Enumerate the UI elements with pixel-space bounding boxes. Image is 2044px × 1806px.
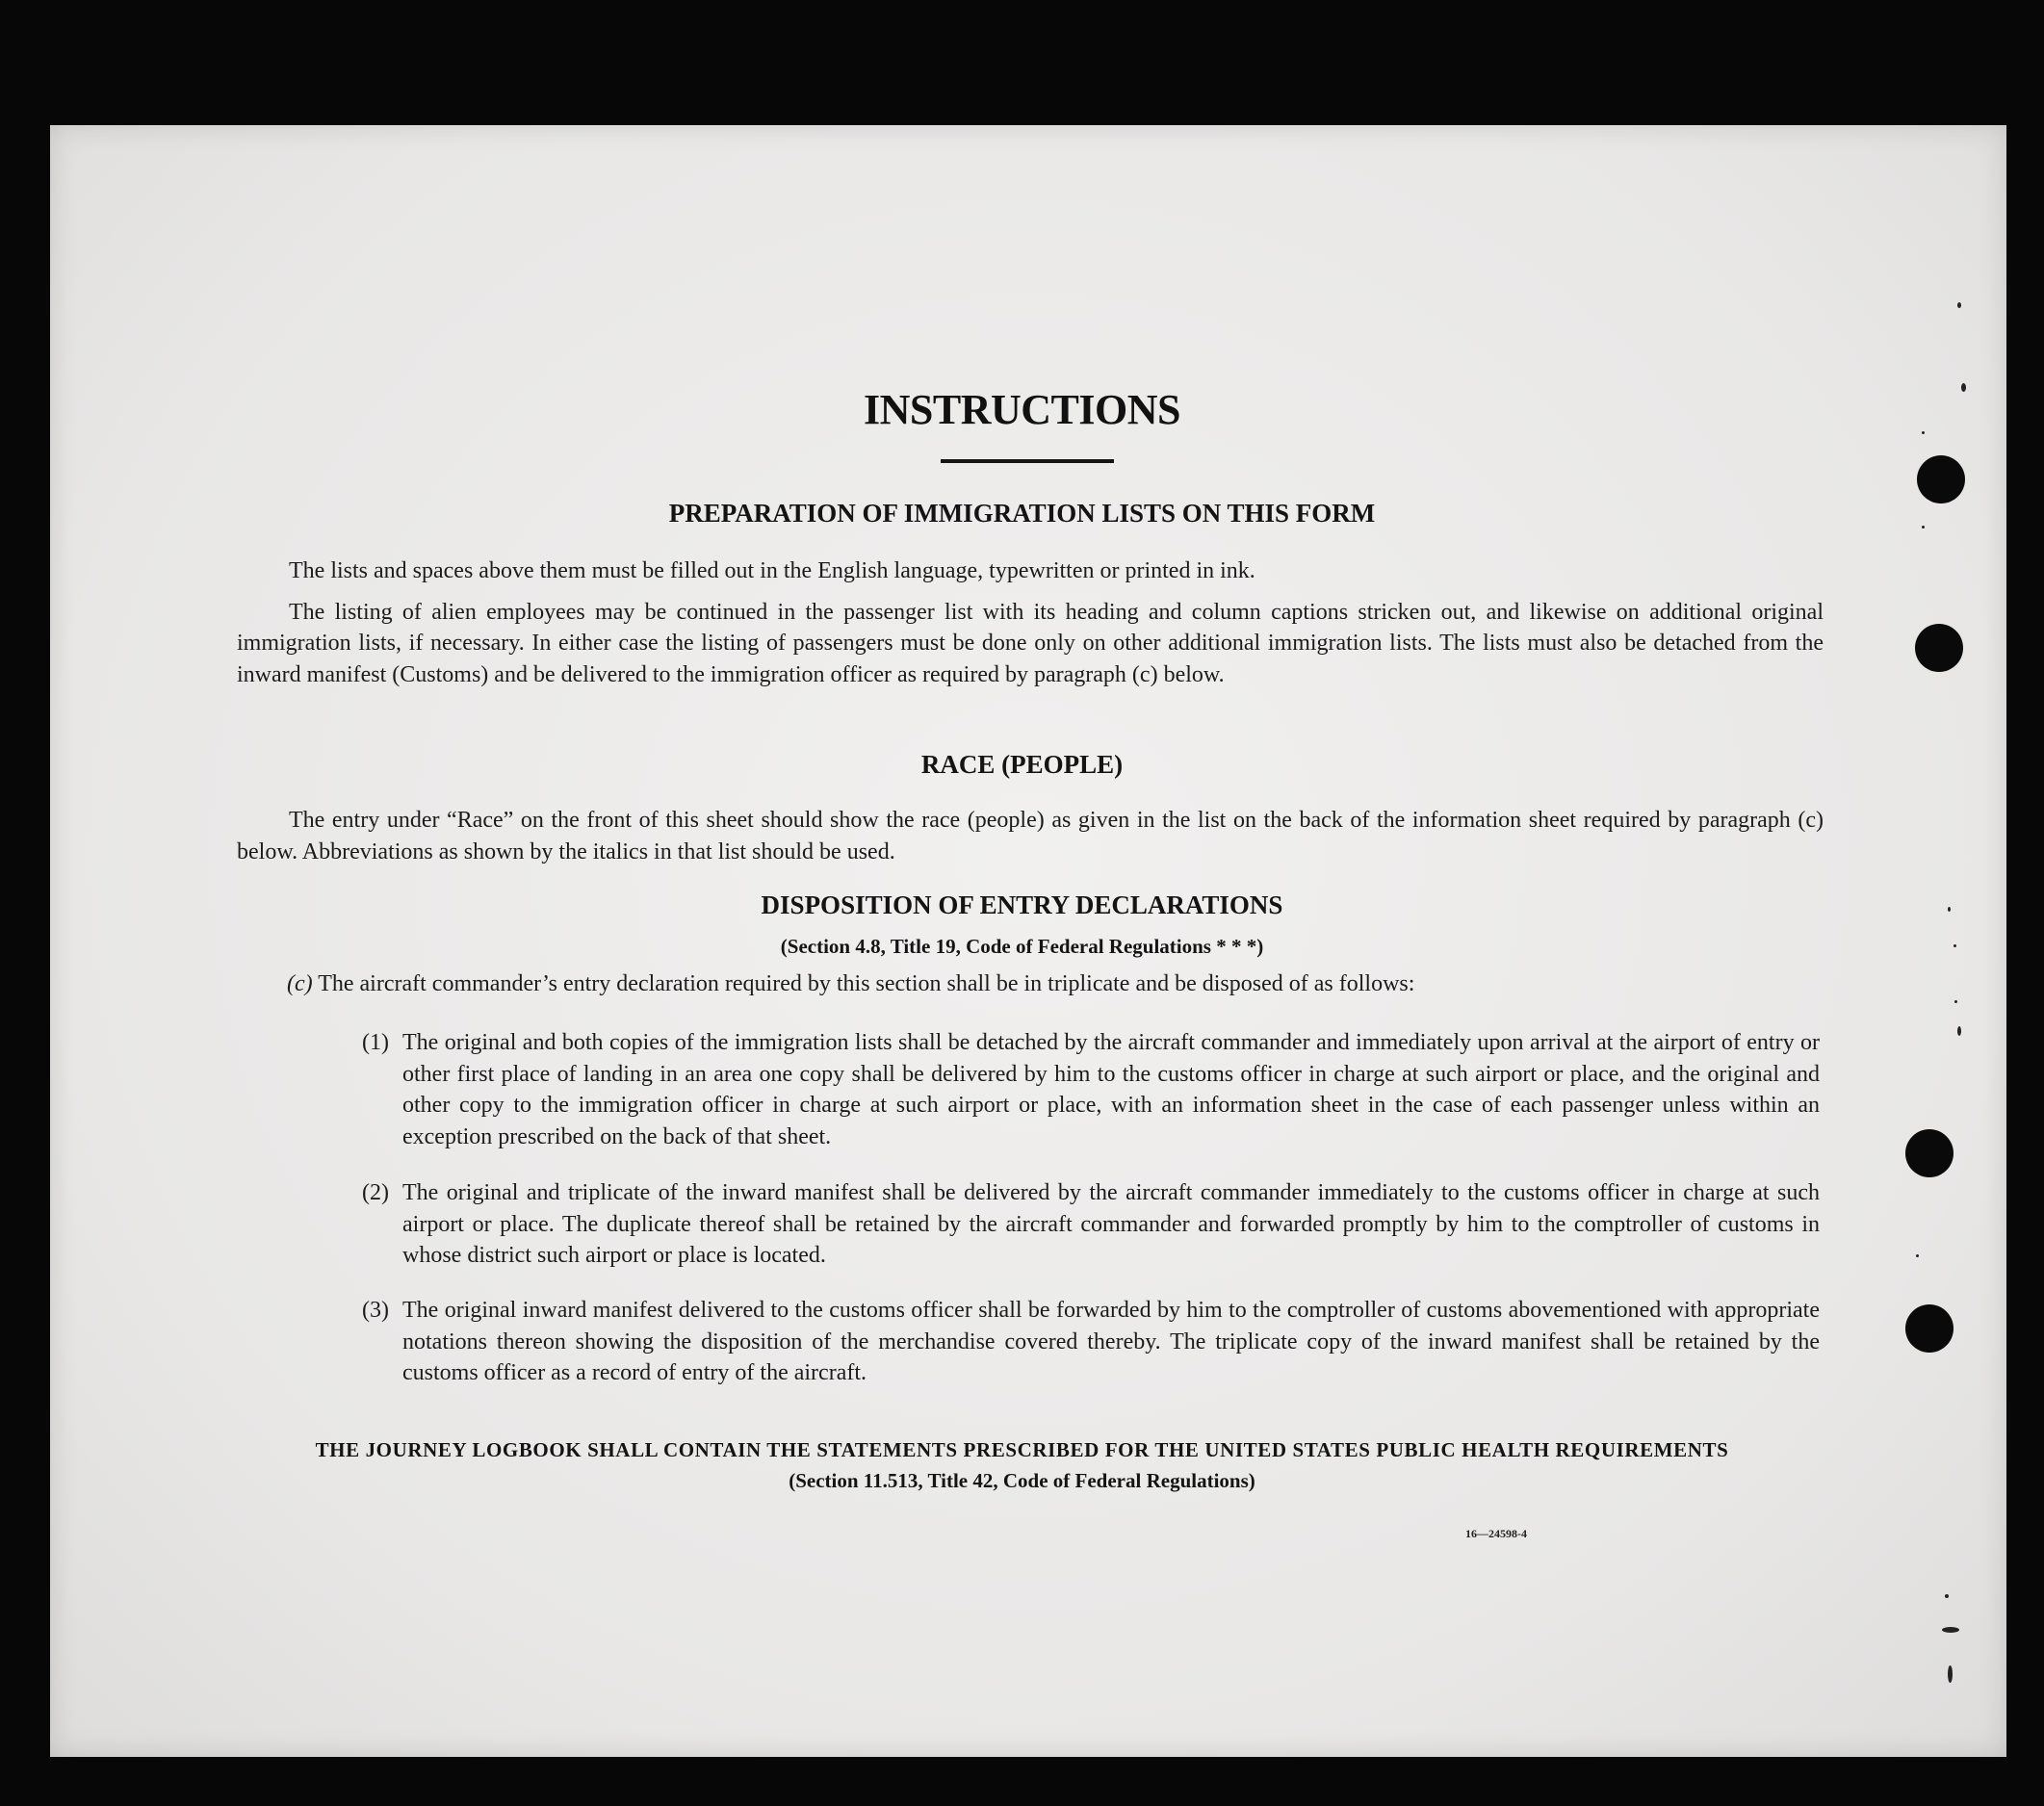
title-underline — [941, 459, 1114, 463]
punch-hole — [1915, 624, 1963, 672]
preparation-paragraphs — [237, 555, 1824, 690]
disposition-item-1 — [362, 1027, 1820, 1152]
preparation-paragraph-1: The lists and spaces above them must be filled out in the English language, typewritten or printed in ink. — [289, 558, 1255, 583]
item-number: (3) — [362, 1298, 389, 1323]
race-paragraph-block — [237, 805, 1824, 867]
punch-hole — [1905, 1304, 1953, 1353]
disposition-intro-text: The aircraft commander’s entry declaration required by this section shall be in triplicate and be disposed of as follows: — [318, 971, 1415, 996]
item-number: (2) — [362, 1180, 389, 1205]
section-heading-disposition: DISPOSITION OF ENTRY DECLARATIONS — [761, 890, 1283, 919]
disposition-intro-line — [287, 968, 1414, 1000]
punch-hole — [1917, 455, 1965, 503]
margin-speck — [1957, 302, 1961, 308]
margin-speck — [1916, 1254, 1919, 1257]
margin-speck — [1957, 1026, 1961, 1036]
disposition-item-3 — [362, 1295, 1820, 1389]
footer-statement: THE JOURNEY LOGBOOK SHALL CONTAIN THE STATEMENTS PRESCRIBED FOR THE UNITED STATES PUBLIC HEALTH REQUIREMENTS — [315, 1438, 1729, 1461]
item-text: The original and both copies of the immigration lists shall be detached by the aircraft commander and immediately upon arrival at the airport of entry or other first place of landing in an area one copy shall be delivered by him to the customs officer in charge at such airport or place, and the original and other copy to the immigration officer in charge at such airport or place, with an information sheet in the case of each passenger unless within an exception prescribed on the back of that sheet. — [402, 1030, 1820, 1149]
disposition-intro-label: (c) — [287, 971, 313, 996]
page-title: INSTRUCTIONS — [864, 386, 1180, 433]
margin-speck — [1945, 1594, 1949, 1598]
race-paragraph: The entry under “Race” on the front of this sheet should show the race (people) as given in the list on the back of the information sheet required by paragraph (c) below. Abbreviations as shown by the italics in that list should be used. — [237, 808, 1824, 864]
preparation-paragraph-2: The listing of alien employees may be continued in the passenger list with its heading and column captions stricken out, and likewise on additional original immigration lists, if necessary. In either case the listing of passengers must be done only on other additional immigration lists. The lists must also be detached from the inward manifest (Customs) and be delivered to the immigration officer as required by paragraph (c) below. — [237, 599, 1824, 687]
section-heading-race: RACE (PEOPLE) — [920, 750, 1124, 779]
item-text: The original and triplicate of the inward manifest shall be delivered by the aircraft commander immediately to the customs officer in charge at such airport or place. The duplicate thereof shall be retained by the aircraft commander and forwarded promptly by him to the comptroller of customs in whose district such airport or place is located. — [402, 1180, 1820, 1268]
margin-speck — [1954, 1000, 1957, 1003]
form-number: 16—24598-4 — [1465, 1527, 1527, 1540]
item-text: The original inward manifest delivered to the customs officer shall be forwarded by him to the comptroller of customs abovementioned with appropriate notations thereon showing the disposition of the merchandise covered thereby. The triplicate copy of the inward manifest shall be retained by the customs officer as a record of entry of the aircraft. — [402, 1298, 1820, 1385]
margin-speck — [1942, 1627, 1959, 1633]
footer-citation: (Section 11.513, Title 42, Code of Federal Regulations) — [789, 1469, 1255, 1492]
margin-speck — [1948, 1665, 1953, 1683]
disposition-citation: (Section 4.8, Title 19, Code of Federal Regulations * * *) — [780, 935, 1264, 958]
item-number: (1) — [362, 1030, 389, 1055]
disposition-item-2 — [362, 1177, 1820, 1272]
punch-hole — [1905, 1129, 1953, 1177]
section-heading-preparation: PREPARATION OF IMMIGRATION LISTS ON THIS FORM — [668, 499, 1376, 528]
